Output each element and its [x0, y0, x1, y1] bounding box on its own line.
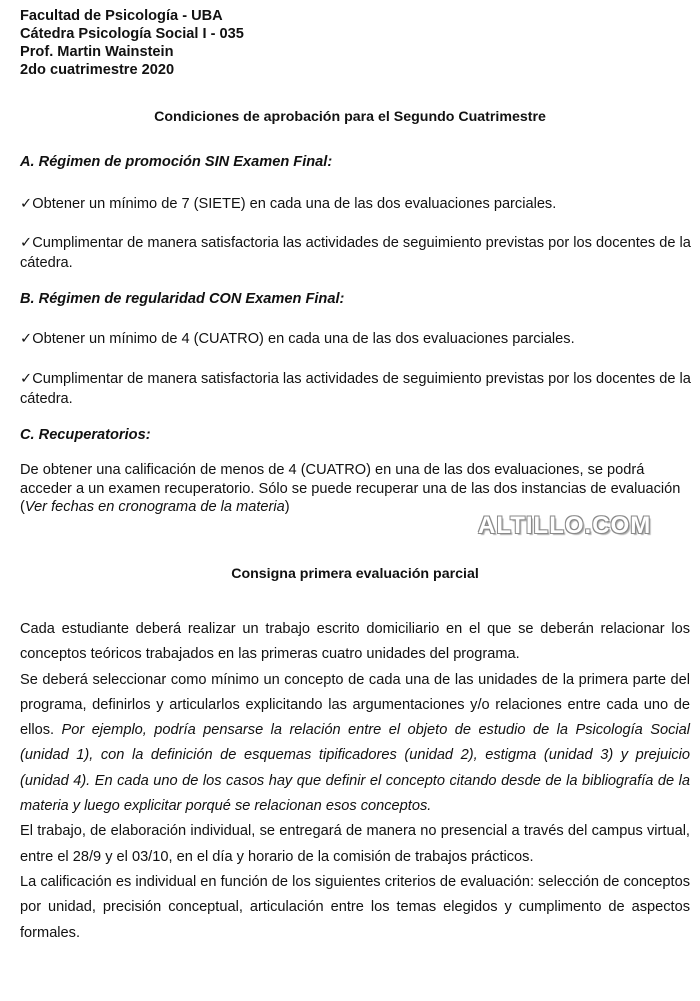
- assignment-body: [20, 617, 690, 946]
- chair-line: Cátedra Psicología Social I - 035: [20, 26, 244, 42]
- section-a-item-2-text: Cumplimentar de manera satisfactoria las actividades de seguimiento previstas por los docentes de la cátedra.: [20, 235, 691, 271]
- section-a-item-1-text: Obtener un mínimo de 7 (SIETE) en cada una de las dos evaluaciones parciales.: [32, 196, 557, 212]
- body-paragraph-3: El trabajo, de elaboración individual, se entregará de manera no presencial a través del campus virtual, entre el 28/9 y el 03/10, en el día y horario de la comisión de trabajos prácticos.: [20, 823, 690, 865]
- section-b-item-2-text: Cumplimentar de manera satisfactoria las actividades de seguimiento previstas por los docentes de la cátedra.: [20, 371, 691, 407]
- section-a-heading: A. Régimen de promoción SIN Examen Final:: [20, 154, 333, 170]
- check-icon: ✓: [20, 371, 33, 387]
- faculty-line: Facultad de Psicología - UBA: [20, 8, 223, 24]
- section-c-text: [20, 461, 692, 517]
- body-paragraph-2-text: Se deberá seleccionar como mínimo un concepto de cada una de las unidades de la primera parte del programa, definirlos y articularlos explicitando las argumentaciones y/o relaciones entre cada uno de ellos.: [20, 671, 690, 739]
- body-paragraph-2: [20, 668, 690, 820]
- section-b-item-1-text: Obtener un mínimo de 4 (CUATRO) en cada una de las dos evaluaciones parciales.: [32, 331, 575, 347]
- body-paragraph-1: Cada estudiante deberá realizar un trabajo escrito domiciliario en el que se deberán relacionar los conceptos teóricos trabajados en las primeras cuatro unidades del programa.: [20, 621, 690, 663]
- check-icon: ✓: [20, 196, 33, 212]
- section-c-heading: C. Recuperatorios:: [20, 427, 151, 443]
- section-c-text-main: De obtener una calificación de menos de 4 (CUATRO) en una de las dos evaluaciones, se podrá acceder a un examen recuperatorio. Sólo se puede recuperar una de las dos instancias de evaluación (: [20, 462, 681, 515]
- body-paragraph-4: La calificación es individual en función de los siguientes criterios de evaluación: selección de conceptos por unidad, precisión conceptual, articulación entre los temas elegidos y cumplimento de aspectos formales.: [20, 873, 690, 941]
- document-header: [20, 7, 244, 79]
- section-c-text-italic: Ver fechas en cronograma de la materia: [24, 499, 285, 515]
- check-icon: ✓: [20, 235, 33, 251]
- watermark-logo: ALTILLO.COM: [478, 512, 652, 539]
- section-c-text-end: ): [284, 499, 290, 515]
- section-a-item-2: [20, 234, 692, 273]
- body-paragraph-2-italic: Por ejemplo, podría pensarse la relación entre el objeto de estudio de la Psicología Social (unidad 1), con la definición de esquemas tipificadores (unidad 2), estigma (unidad 3) y prejuicio (unidad 4). En cada uno de los casos hay que definir el concepto citando desde de la bibliografía de la materia y luego explicitar porqué se relacionan esos conceptos.: [20, 722, 690, 815]
- section-b-item-1: [20, 330, 692, 350]
- section-a-item-1: [20, 195, 692, 215]
- section-b-item-2: [20, 370, 692, 409]
- term-line: 2do cuatrimestre 2020: [20, 62, 175, 78]
- professor-line: Prof. Martin Wainstein: [20, 44, 174, 60]
- page-title: Condiciones de aprobación para el Segundo Cuatrimestre: [154, 109, 546, 125]
- check-icon: ✓: [20, 331, 33, 347]
- section-subtitle: Consigna primera evaluación parcial: [231, 566, 479, 582]
- section-b-heading: B. Régimen de regularidad CON Examen Final:: [20, 291, 345, 307]
